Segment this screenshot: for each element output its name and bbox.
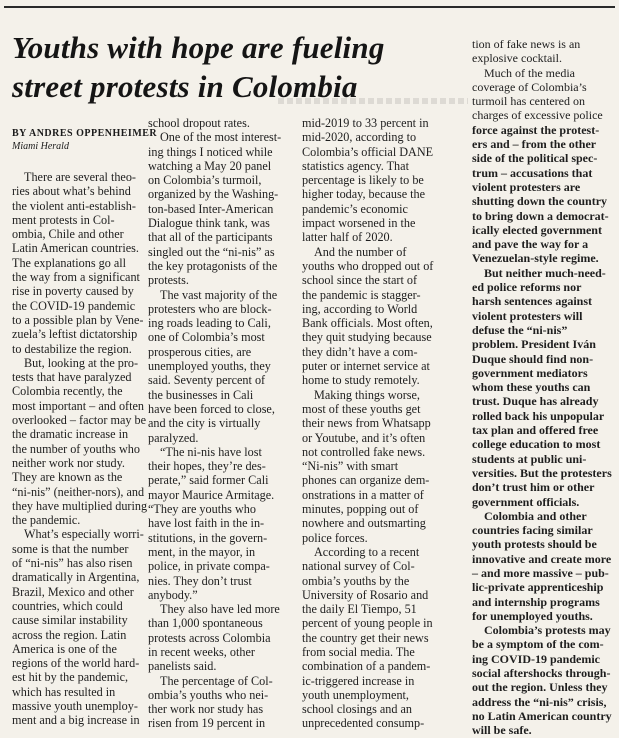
column-1-line: to a possible plan by Vene-	[12, 312, 144, 327]
column-3-line: they didn’t have a com-	[302, 344, 418, 359]
column-4-line: explosive cocktail.	[472, 51, 562, 66]
column-4-line: shutting down the country	[472, 194, 608, 209]
column-4-line: address the “ni-nis” crisis,	[472, 694, 607, 709]
column-4-line: government mediators	[472, 365, 588, 380]
column-2-line: organized by the Washing-	[148, 187, 279, 202]
column-2-line: paralyzed.	[148, 430, 199, 445]
column-3-line: the country get their news	[302, 630, 429, 645]
column-1-line: Brazil, Mexico and other	[12, 584, 134, 599]
column-2-line: unemployed youths, they	[148, 359, 271, 374]
column-1-line: neither work nor study.	[12, 455, 125, 470]
column-3-line: Bank officials. Most often,	[302, 316, 433, 331]
column-1-line: the dramatic increase in	[12, 427, 129, 442]
headline	[12, 28, 462, 106]
column-3-line: percent of young people in	[302, 616, 433, 631]
column-1-line: But, looking at the pro-	[24, 355, 139, 370]
column-3-line: their news from Whatsapp	[302, 416, 431, 431]
column-2-line: risen from 19 percent in	[148, 716, 266, 731]
column-3-line: higher today, because the	[302, 187, 426, 202]
column-3-line: youth unemployment,	[302, 687, 409, 702]
column-3-line: nowhere and outsmarting	[302, 516, 426, 531]
column-2-line: They also have led more	[160, 602, 280, 617]
column-3-line: ombia’s youths by the	[302, 573, 410, 588]
column-4-line: be a symptom of the com-	[472, 637, 604, 652]
column-2	[148, 116, 281, 731]
column-4-line: countries facing similar	[472, 523, 593, 538]
column-2-line: perate,” said former Cali	[148, 473, 269, 488]
column-3-line: According to a recent	[314, 544, 420, 559]
column-4-line: problem. President Iván	[472, 337, 596, 352]
column-2-line: panelists said.	[148, 659, 217, 674]
column-3-line: latter half of 2020.	[302, 230, 393, 245]
column-3-line: the pandemic is stagger-	[302, 287, 421, 302]
column-4-line: ers and – from the other	[472, 137, 597, 152]
column-3-line: unprecedented consump-	[302, 716, 425, 731]
column-1-line: countries, which could	[12, 598, 123, 613]
column-3-line: And the number of	[314, 244, 407, 259]
column-3-line: home to study remotely.	[302, 373, 420, 388]
column-4-line: Venezuelan-style regime.	[472, 251, 599, 266]
column-4-line: turmoil has centered on	[472, 94, 585, 109]
column-1-line: the way from a significant	[12, 270, 140, 285]
column-1-line: of “ni-nis” has also risen	[12, 556, 133, 571]
column-4-line: trum – accusations that	[472, 165, 593, 180]
column-1-line: tests that have paralyzed	[12, 370, 132, 385]
column-2-line: “The ni-nis have lost	[160, 444, 262, 459]
column-4-line: But neither much-need-	[484, 265, 606, 280]
column-4-line: government officials.	[472, 494, 580, 509]
column-4-line: whom these youths can	[472, 380, 591, 395]
column-2-line: watching a May 20 panel	[148, 158, 272, 173]
column-3-line: “Ni-nis” with smart	[302, 459, 399, 474]
column-1-line: massive youth unemploy-	[12, 698, 138, 713]
column-4-line: don’t trust him or other	[472, 480, 595, 495]
headline-line-1: Youths with hope are fueling	[12, 30, 385, 65]
column-3-line: impact worsened in the	[302, 216, 416, 231]
column-3-line: percentage is likely to be	[302, 173, 424, 188]
headline-line-2: street protests in Colombia	[12, 69, 358, 104]
column-2-line: have lost faith in the in-	[148, 516, 265, 531]
column-4-line: out the region. Unless they	[472, 680, 608, 695]
column-2-line: “They are youths who	[148, 502, 256, 517]
column-4-line: Colombia and other	[484, 508, 587, 523]
column-2-line: protests.	[148, 273, 189, 288]
column-2-line: the key protagonists of the	[148, 258, 278, 273]
column-1-line: dramatically in Argentina,	[12, 570, 140, 585]
column-1-line: across the region. Latin	[12, 627, 127, 642]
column-2-line: prosperous cities, are	[148, 344, 252, 359]
column-4-line: will be safe.	[472, 723, 532, 738]
column-4-line: to bring down a democrat-	[472, 208, 609, 223]
column-4-line: students at public uni-	[472, 451, 587, 466]
column-3-line: pandemic’s economic	[302, 201, 408, 216]
column-3-line: they quit studying because	[302, 330, 432, 345]
column-3-line: University of Rosario and	[302, 587, 429, 602]
column-2-line: The percentage of Col-	[160, 673, 273, 688]
column-1-line: America is one of the	[12, 641, 117, 656]
column-4-line: innovative and create more	[472, 551, 612, 566]
column-3-line: most of these youths get	[302, 401, 421, 416]
column-3-line: statistics agency. That	[302, 158, 409, 173]
column-4-line: rolled back his unpopular	[472, 408, 605, 423]
column-4-line: trust. Duque has already	[472, 394, 599, 409]
column-4-line: ically elected government	[472, 222, 602, 237]
column-2-line: singled out the “ni-nis” as	[148, 244, 275, 259]
column-1-line: Colombia recently, the	[12, 384, 123, 399]
column-2-line: anybody.”	[148, 587, 198, 602]
column-3-line: mid-2020, according to	[302, 130, 417, 145]
column-2-line: ombia’s youths who nei-	[148, 687, 269, 702]
column-1-line: cause similar instability	[12, 613, 128, 628]
column-1-line: the violent anti-establish-	[12, 198, 136, 213]
column-3-line: youths who dropped out of	[302, 258, 434, 273]
column-1-line: ment protests in Col-	[12, 212, 115, 227]
column-1-line: the number of youths who	[12, 441, 140, 456]
column-2-line: ing things I noticed while	[148, 144, 273, 159]
column-1-line: rise in poverty caused by	[12, 284, 134, 299]
column-2-line: protesters who are block-	[148, 301, 272, 316]
column-2-line: in recent weeks, other	[148, 644, 255, 659]
column-3-line: school closings and an	[302, 702, 413, 717]
column-2-line: The vast majority of the	[160, 287, 278, 302]
column-3-line: puter or internet service at	[302, 359, 430, 374]
column-4-line: coverage of Colombia’s	[472, 79, 587, 94]
column-4-line: youth protests should be	[472, 537, 597, 552]
column-4-line: defuse the “ni-nis”	[472, 322, 568, 337]
column-1-line: the pandemic.	[12, 513, 81, 528]
column-2-line: ther work nor study has	[148, 702, 264, 717]
column-1-line: “ni-nis” (neither-nors), and	[12, 484, 145, 499]
column-3-line: the daily El Tiempo, 51	[302, 602, 417, 617]
column-4-line: Colombia’s protests may	[484, 623, 611, 638]
column-1-line: The explanations go all	[12, 255, 127, 270]
column-1-line: some is that the number	[12, 541, 129, 556]
column-4-line: force against the protest-	[472, 122, 600, 137]
column-3-line: police forces.	[302, 530, 368, 545]
column-2-line: ment, in the mayor, in	[148, 544, 256, 559]
column-1-line: They are known as the	[12, 470, 123, 485]
column-3-line: phones can organize dem-	[302, 473, 430, 488]
column-1-line: zuela’s leftist dictatorship	[12, 327, 138, 342]
column-4-line: charges of excessive police	[472, 108, 603, 123]
column-2-line: the businesses in Cali	[148, 387, 254, 402]
column-4-line: violent protesters will	[472, 308, 583, 323]
column-2-line: have been forced to close,	[148, 401, 275, 416]
column-2-line: their hopes, they’re des-	[148, 459, 266, 474]
column-2-line: police, in private compa-	[148, 559, 270, 574]
column-4-line: harsh sentences against	[472, 294, 593, 309]
column-4-line: for unemployed youths.	[472, 608, 593, 623]
column-2-line: One of the most interest-	[160, 130, 282, 145]
column-3	[302, 116, 433, 731]
bleed-through-texture	[278, 98, 468, 104]
column-3-line: Making things worse,	[314, 387, 420, 402]
column-1-line: Latin American countries.	[12, 241, 139, 256]
column-1-line: most important – and often	[12, 398, 145, 413]
column-2-line: said. Seventy percent of	[148, 373, 266, 388]
column-1	[12, 170, 147, 728]
column-3-line: mid-2019 to 33 percent in	[302, 116, 429, 130]
column-3-line: ing, according to World	[302, 301, 418, 316]
column-1-line: ries about what’s behind	[12, 184, 131, 199]
column-3-line: minutes, popping out of	[302, 502, 419, 517]
column-3-line: ic-triggered increase in	[302, 673, 415, 688]
column-4-line: tax plan and offered free	[472, 423, 599, 438]
column-3-line: or Youtube, and it’s often	[302, 430, 426, 445]
column-2-line: protests across Colombia	[148, 630, 271, 645]
column-4-line: and pave the way for a	[472, 237, 589, 252]
column-4-line: violent protesters are	[472, 179, 581, 194]
column-4-line: lic-private apprenticeship	[472, 580, 604, 595]
column-4-line: and internship programs	[472, 594, 600, 609]
column-2-line: nies. They don’t trust	[148, 573, 252, 588]
column-4-line: ing COVID-19 pandemic	[472, 651, 601, 666]
column-3-line: school since the start of	[302, 273, 418, 288]
column-1-line: There are several theo-	[24, 170, 136, 184]
column-4-line: tion of fake news is an	[472, 37, 581, 51]
column-4-line: college education to most	[472, 437, 601, 452]
column-1-line: the COVID-19 pandemic	[12, 298, 136, 313]
column-4-line: ed police reforms nor	[472, 280, 582, 295]
column-4-line: – and more massive – pub-	[472, 565, 609, 580]
column-4	[472, 37, 612, 738]
column-2-line: school dropout rates.	[148, 116, 250, 130]
column-2-line: that all of the participants	[148, 230, 273, 245]
column-2-line: one of Colombia’s most	[148, 330, 265, 345]
column-1-line: overlooked – factor may be	[12, 413, 147, 428]
column-4-line: versities. But the protesters	[472, 465, 612, 480]
column-2-line: ing roads leading to Cali,	[148, 316, 271, 331]
column-2-line: than 1,000 spontaneous	[148, 616, 263, 631]
column-4-line: Duque should find non-	[472, 351, 594, 366]
column-1-line: ombia, Chile and other	[12, 227, 124, 242]
column-3-line: not controlled fake news.	[302, 444, 426, 459]
column-2-line: stitutions, in the govern-	[148, 530, 268, 545]
column-3-line: onstrations in a matter of	[302, 487, 424, 502]
column-4-line: social aftershocks through-	[472, 666, 611, 681]
source-publication: Miami Herald	[12, 141, 69, 152]
column-3-line: national survey of Col-	[302, 559, 415, 574]
top-rule	[4, 6, 615, 8]
column-2-line: and the city is virtually	[148, 416, 261, 431]
column-2-line: ton-based Inter-American	[148, 201, 274, 216]
column-4-line: side of the political spec-	[472, 151, 598, 166]
column-2-line: Dialogue think tank, was	[148, 216, 270, 231]
column-1-line: they have multiplied during	[12, 498, 148, 513]
column-1-line: which has resulted in	[12, 684, 116, 699]
column-1-line: est hit by the pandemic,	[12, 670, 129, 685]
column-1-line: to destabilize the region.	[12, 341, 132, 356]
column-4-line: no Latin American country	[472, 708, 612, 723]
column-3-line: Colombia’s official DANE	[302, 144, 434, 159]
column-1-line: ment and a big increase in	[12, 713, 140, 728]
column-3-line: from social media. The	[302, 644, 415, 659]
column-1-line: What’s especially worri-	[24, 527, 144, 542]
byline: BY ANDRES OPPENHEIMER	[12, 128, 158, 139]
column-1-line: regions of the world hard-	[12, 656, 140, 671]
column-3-line: combination of a pandem-	[302, 659, 431, 674]
column-4-line: Much of the media	[484, 65, 575, 80]
column-2-line: mayor Maurice Armitage.	[148, 487, 275, 502]
column-2-line: on Colombia’s turmoil,	[148, 173, 262, 188]
